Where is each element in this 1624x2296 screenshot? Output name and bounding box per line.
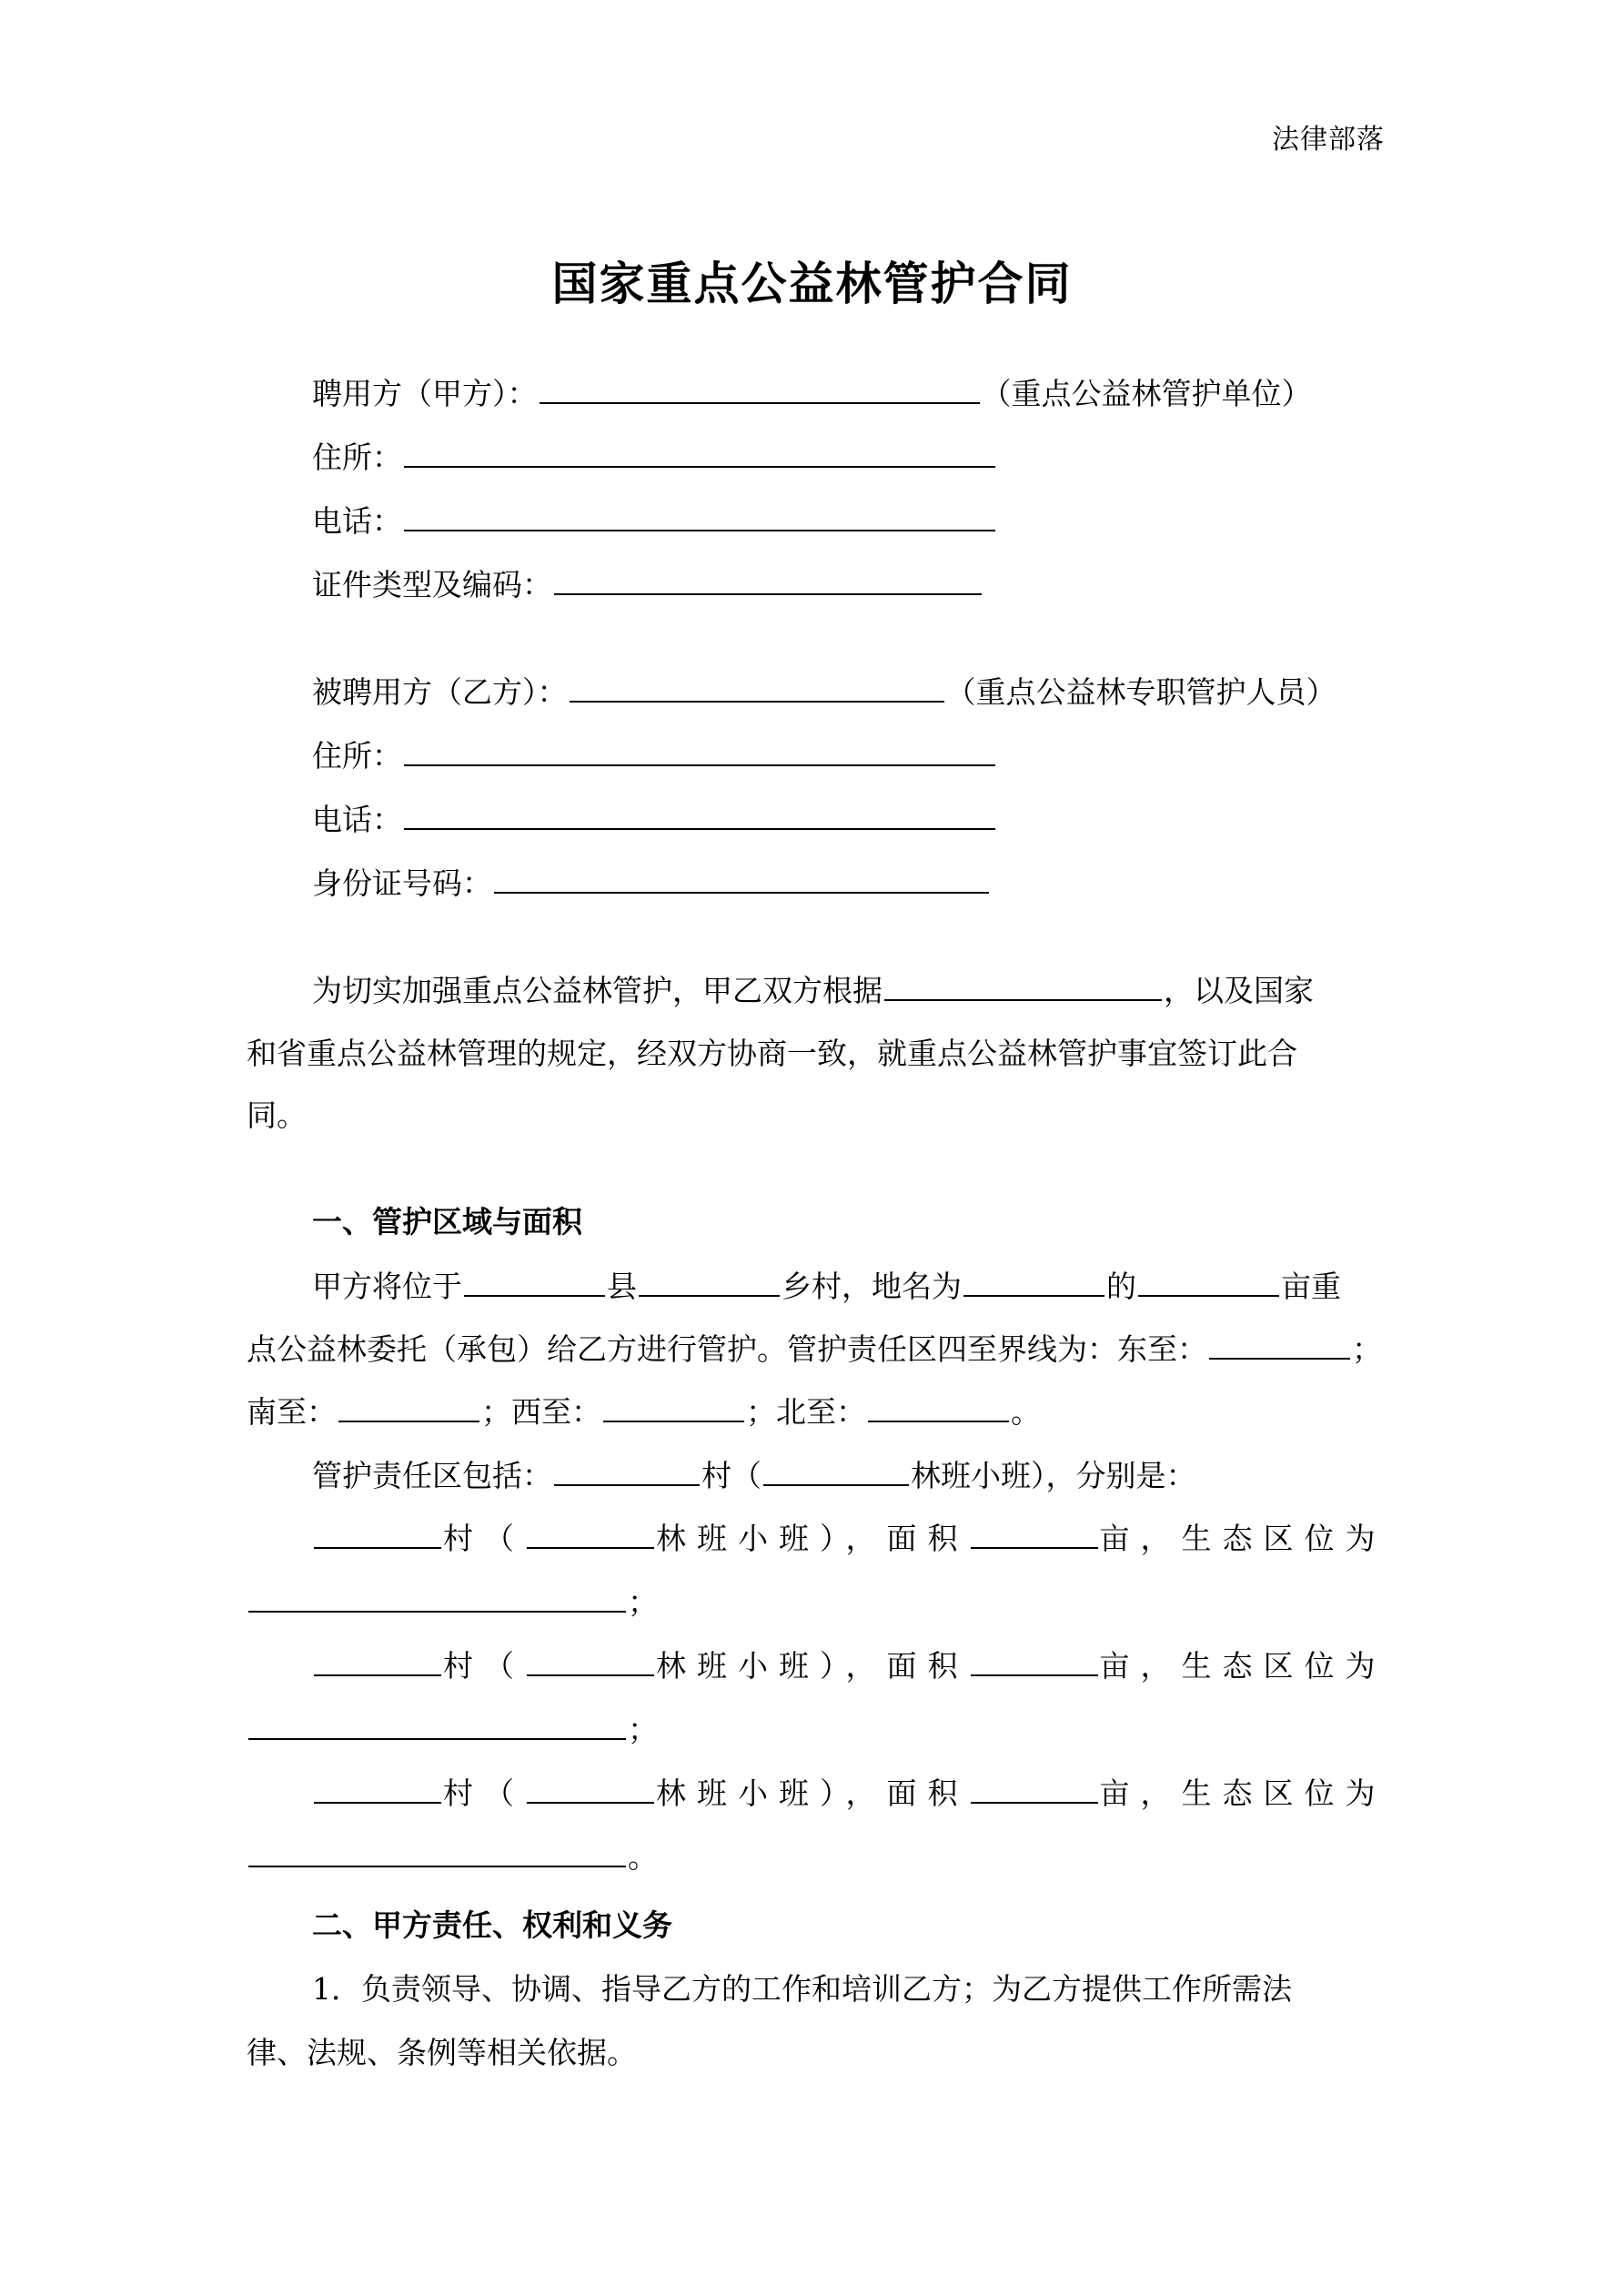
west-boundary-field[interactable] — [603, 1393, 744, 1422]
preamble-text-1-end: ，以及国家 — [1164, 973, 1314, 1008]
row-text: 林班小班），面积 — [656, 1648, 969, 1684]
party-b-line — [312, 673, 1337, 710]
row-village-field[interactable] — [314, 1775, 441, 1804]
area-row-1-eco — [247, 1583, 658, 1620]
party-b-address-label: 住所： — [312, 738, 402, 774]
section-1-p1-line-3 — [247, 1393, 1041, 1430]
s1-text: 的 — [1106, 1269, 1136, 1304]
section-2-item-1-line-1: 1．负责领导、协调、指导乙方的工作和培训乙方；为乙方提供工作所需法 — [312, 1971, 1292, 2007]
area-row-2-eco — [247, 1711, 658, 1747]
row-text: 亩，生态区位为 — [1099, 1648, 1387, 1684]
party-b-phone-line — [312, 801, 997, 837]
party-a-note: （重点公益林管护单位） — [981, 376, 1312, 411]
south-boundary-field[interactable] — [338, 1393, 479, 1422]
s1-text: 南至： — [247, 1394, 337, 1430]
basis-field[interactable] — [884, 972, 1162, 1001]
s1-text: 点公益林委托（承包）给乙方进行管护。管护责任区四至界线为：东至： — [247, 1331, 1207, 1367]
area-row-3 — [312, 1775, 1387, 1811]
party-a-phone-field[interactable] — [404, 502, 995, 531]
s1-text: 乡村，地名为 — [782, 1269, 962, 1304]
area-row-2 — [312, 1647, 1387, 1684]
s1-text: 亩重 — [1281, 1269, 1341, 1304]
party-a-phone-line — [312, 502, 997, 539]
row-text: 亩，生态区位为 — [1099, 1775, 1387, 1811]
party-b-address-line — [312, 737, 997, 774]
party-a-label: 聘用方（甲方）： — [312, 376, 538, 411]
row-end: 。 — [628, 1839, 658, 1875]
party-a-phone-label: 电话： — [312, 503, 402, 539]
county-field[interactable] — [464, 1268, 605, 1297]
party-b-name-field[interactable] — [570, 673, 944, 703]
party-a-id-field[interactable] — [554, 566, 982, 595]
row-text: 林班小班），面积 — [656, 1521, 969, 1556]
s1-text: 。 — [1011, 1394, 1041, 1430]
s1-text: 甲方将位于 — [312, 1269, 462, 1304]
section-1-p1-line-1 — [312, 1268, 1341, 1304]
s1-text: 县 — [607, 1269, 637, 1304]
header-tag: 法律部落 — [1272, 124, 1385, 156]
document-title: 国家重点公益林管护合同 — [551, 258, 1073, 310]
party-b-phone-field[interactable] — [404, 801, 995, 830]
s1-text: ；西至： — [481, 1394, 601, 1430]
s1-text: 村（ — [701, 1458, 762, 1493]
section-2-heading: 二、甲方责任、权利和义务 — [312, 1907, 672, 1943]
section-1-p2 — [312, 1457, 1196, 1493]
party-a-id-line — [312, 566, 983, 602]
party-a-address-field[interactable] — [404, 439, 995, 468]
row-area-field[interactable] — [971, 1775, 1098, 1804]
row-eco-field[interactable] — [248, 1711, 626, 1740]
party-b-phone-label: 电话： — [312, 802, 402, 837]
row-end: ； — [628, 1712, 658, 1747]
party-a-address-line — [312, 439, 997, 475]
s1-text: 林班小班），分别是： — [911, 1458, 1196, 1493]
party-b-idcard-field[interactable] — [494, 865, 989, 894]
area-mu-field[interactable] — [1138, 1268, 1279, 1297]
row-area-field[interactable] — [971, 1520, 1098, 1549]
area-row-3-eco — [247, 1838, 658, 1875]
row-end: ； — [628, 1584, 658, 1620]
party-b-idcard-line — [312, 865, 991, 901]
row-text: 亩，生态区位为 — [1099, 1521, 1387, 1556]
row-class-field[interactable] — [527, 1647, 654, 1676]
party-b-idcard-label: 身份证号码： — [312, 865, 492, 901]
section-2-item-1-line-2: 律、法规、条例等相关依据。 — [247, 2035, 637, 2070]
row-eco-field[interactable] — [248, 1583, 626, 1613]
north-boundary-field[interactable] — [868, 1393, 1009, 1422]
row-area-field[interactable] — [971, 1647, 1098, 1676]
row-text: 村（ — [443, 1521, 525, 1556]
preamble-line-1 — [312, 972, 1314, 1008]
section-1-p1-line-2 — [247, 1330, 1382, 1367]
party-a-name-field[interactable] — [540, 375, 980, 404]
forest-class-count-field[interactable] — [763, 1457, 909, 1486]
place-name-field[interactable] — [963, 1268, 1105, 1297]
row-class-field[interactable] — [527, 1775, 654, 1804]
party-a-address-label: 住所： — [312, 440, 402, 475]
s1-text: 管护责任区包括： — [312, 1458, 552, 1493]
party-b-label: 被聘用方（乙方）： — [312, 674, 568, 710]
row-eco-field[interactable] — [248, 1838, 626, 1867]
row-village-field[interactable] — [314, 1647, 441, 1676]
s1-text: ；北至： — [746, 1394, 866, 1430]
party-a-id-label: 证件类型及编码： — [312, 567, 552, 602]
section-1-heading: 一、管护区域与面积 — [312, 1204, 582, 1239]
party-b-note: （重点公益林专职管护人员） — [945, 674, 1337, 710]
s1-text: ； — [1352, 1331, 1382, 1367]
row-text: 林班小班），面积 — [656, 1775, 969, 1811]
area-row-1 — [312, 1520, 1387, 1556]
preamble-line-2: 和省重点公益林管理的规定，经双方协商一致，就重点公益林管护事宜签订此合 — [247, 1036, 1297, 1071]
party-a-line — [312, 375, 1312, 411]
village-count-field[interactable] — [554, 1457, 700, 1486]
preamble-line-3: 同。 — [247, 1097, 307, 1133]
row-text: 村（ — [443, 1648, 525, 1684]
row-text: 村（ — [443, 1775, 525, 1811]
row-class-field[interactable] — [527, 1520, 654, 1549]
preamble-text-1: 为切实加强重点公益林管护，甲乙双方根据 — [312, 973, 883, 1008]
row-village-field[interactable] — [314, 1520, 441, 1549]
township-field[interactable] — [639, 1268, 780, 1297]
east-boundary-field[interactable] — [1209, 1330, 1350, 1360]
party-b-address-field[interactable] — [404, 737, 995, 766]
